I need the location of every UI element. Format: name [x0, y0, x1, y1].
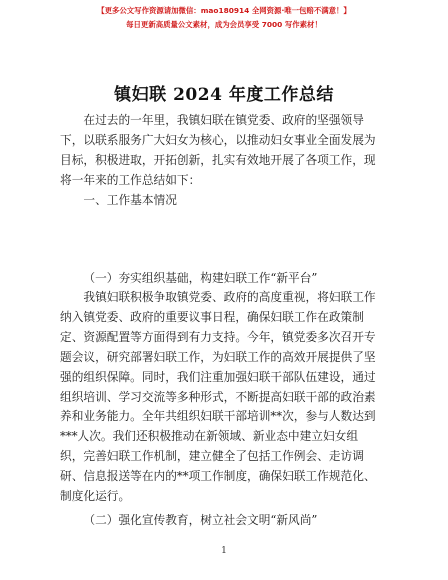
intro-line: 将一年来的工作总结如下： [60, 172, 201, 187]
paragraph-line: 养和业务能力。全年共组织妇联干部培训**次，参与人数达到 [60, 409, 376, 424]
page-number: 1 [221, 546, 227, 556]
section-heading-1: 一、工作基本情况 [83, 193, 177, 207]
promo-banner [0, 4, 448, 32]
paragraph-line: 我镇妇联积极争取镇党委、政府的高度重视，将妇联工作 [83, 290, 376, 304]
paragraph-line: 制度化运行。 [60, 489, 131, 504]
intro-paragraph [60, 111, 392, 191]
intro-line: 下，以联系服务广大妇女为核心，以推动妇女事业全面发展为 [60, 132, 376, 147]
intro-line: 目标，积极进取，开拓创新，扎实有效地开展了各项工作，现 [60, 152, 376, 167]
paragraph-line: 定、资源配置等方面得到有力支持。今年，镇党委多次召开专 [60, 329, 376, 344]
promo-banner-line-1: 【更多公文写作资源请加微信：mao180914 全网资源·唯一包赔不满意！】 [97, 6, 351, 15]
paragraph-line: 纳入镇党委、政府的重要议事日程，确保妇联工作在政策制 [60, 309, 364, 324]
body-paragraph-1 [60, 288, 392, 507]
promo-banner-line-2: 每日更新高质量公文素材，成为会员享受 7000 写作素材！ [126, 20, 322, 29]
document-title: 镇妇联 2024 年度工作总结 [114, 85, 334, 105]
paragraph-line: 强的组织保障。同时，我们注重加强妇联干部队伍建设，通过 [60, 369, 376, 384]
subsection-heading-1: （一）夯实组织基础，构建妇联工作“新平台” [83, 271, 318, 285]
intro-line: 在过去的一年里，我镇妇联在镇党委、政府的坚强领导 [83, 113, 364, 127]
paragraph-line: 题会议，研究部署妇联工作，为妇联工作的高效开展提供了坚 [60, 349, 376, 364]
paragraph-line: 组织培训、学习交流等多种形式，不断提高妇联干部的政治素 [60, 389, 376, 404]
paragraph-line: 织，完善妇联工作机制，建立健全了包括工作例会、走访调 [60, 449, 364, 464]
paragraph-line: 研、信息报送等在内的**项工作制度，确保妇联工作规范化、 [60, 469, 376, 484]
paragraph-line: ***人次。我们还积极推动在新领域、新业态中建立妇女组 [60, 429, 359, 444]
subsection-heading-2: （二）强化宣传教育，树立社会文明“新风尚” [83, 513, 318, 527]
